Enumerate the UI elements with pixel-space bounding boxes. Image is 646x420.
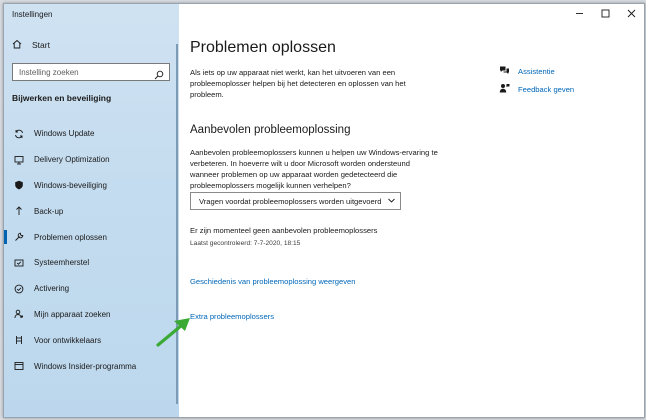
- sidebar-home[interactable]: [12, 39, 50, 51]
- sidebar-item-activation[interactable]: [4, 276, 176, 302]
- feedback-icon: [499, 83, 510, 95]
- sidebar-nav: [4, 121, 176, 379]
- give-feedback-link[interactable]: [499, 80, 574, 98]
- search-input[interactable]: [12, 63, 170, 81]
- close-button[interactable]: [618, 4, 644, 24]
- chevron-down-icon: [387, 196, 396, 207]
- troubleshoot-preference-dropdown[interactable]: [190, 192, 401, 210]
- sidebar-item-label: Activering: [34, 284, 70, 294]
- maximize-button[interactable]: [592, 4, 618, 24]
- search-placeholder: Instelling zoeken: [19, 68, 79, 77]
- search-icon[interactable]: [154, 67, 164, 85]
- dropdown-value: Vragen voordat probleemoplossers worden uitgevoerd: [199, 197, 382, 206]
- help-panel: [499, 62, 574, 98]
- minimize-button[interactable]: [566, 4, 592, 24]
- sidebar: [4, 4, 179, 417]
- recovery-icon: [14, 258, 24, 268]
- last-checked: Laatst gecontroleerd: 7-7-2020, 18:15: [190, 240, 301, 247]
- page-title: Problemen oplossen: [190, 39, 336, 56]
- sidebar-item-label: Delivery Optimization: [34, 155, 110, 165]
- annotation-arrow-icon: [154, 317, 194, 354]
- sidebar-item-label: Systeemherstel: [34, 258, 90, 268]
- sidebar-item-label: Voor ontwikkelaars: [34, 335, 102, 345]
- sidebar-item-label: Windows-beveiliging: [34, 180, 107, 190]
- minimize-icon: [575, 5, 584, 23]
- sidebar-item-developers[interactable]: [4, 327, 176, 353]
- sidebar-item-windows-update[interactable]: [4, 121, 176, 147]
- delivery-icon: [14, 155, 24, 165]
- sidebar-section-title: Bijwerken en beveiliging: [12, 93, 112, 103]
- recommended-heading: Aanbevolen probleemoplossing: [190, 124, 351, 136]
- check-circle-icon: [14, 284, 24, 294]
- window-title: Instellingen: [12, 10, 53, 19]
- sidebar-item-label: Windows Insider-programma: [34, 361, 137, 371]
- sidebar-item-backup[interactable]: [4, 198, 176, 224]
- wrench-icon: [14, 232, 24, 242]
- intro-text: Als iets op uw apparaat niet werkt, kan het uitvoeren van een probleemoplosser helpen bij het detecteren en oplossen van het probleem.: [190, 68, 406, 99]
- sidebar-item-label: Back-up: [34, 206, 64, 216]
- sidebar-item-recovery[interactable]: [4, 250, 176, 276]
- sidebar-item-label: Problemen oplossen: [34, 232, 107, 242]
- home-icon: [12, 39, 22, 51]
- close-icon: [627, 5, 636, 23]
- additional-troubleshooters-link[interactable]: Extra probleemoplossers: [190, 312, 274, 321]
- sidebar-item-find-my-device[interactable]: [4, 302, 176, 328]
- sidebar-item-label: Mijn apparaat zoeken: [34, 309, 111, 319]
- developer-icon: [14, 335, 24, 345]
- sidebar-item-label: Windows Update: [34, 129, 95, 139]
- person-location-icon: [14, 309, 24, 319]
- recommended-description: Aanbevolen probleemoplossers kunnen u helpen uw Windows-ervaring te verbeteren. In hoeverre wilt u door Microsoft worden ondersteund wanneer problemen op uw apparaat worden gedetecteerd die probleemoplossers mogelijk kunnen verhelpen?: [190, 148, 438, 190]
- give-feedback-label: Feedback geven: [518, 84, 575, 94]
- get-help-link[interactable]: [499, 62, 574, 80]
- shield-icon: [14, 180, 24, 190]
- backup-arrow-icon: [14, 206, 24, 216]
- sidebar-item-delivery-optimization[interactable]: [4, 147, 176, 173]
- chat-help-icon: [499, 65, 510, 77]
- sidebar-item-windows-security[interactable]: [4, 173, 176, 199]
- settings-window: [3, 3, 645, 418]
- sidebar-item-insider-program[interactable]: [4, 353, 176, 379]
- title-bar-controls: [566, 4, 644, 24]
- get-help-label: Assistentie: [518, 66, 555, 76]
- insider-icon: [14, 361, 24, 371]
- sync-icon: [14, 129, 24, 139]
- home-label: Start: [32, 40, 50, 50]
- sidebar-item-troubleshoot[interactable]: [4, 224, 176, 250]
- troubleshoot-history-link[interactable]: Geschiedenis van probleemoplossing weergeven: [190, 277, 356, 286]
- recommended-status: Er zijn momenteel geen aanbevolen probleemoplossers: [190, 226, 378, 235]
- maximize-icon: [601, 5, 610, 23]
